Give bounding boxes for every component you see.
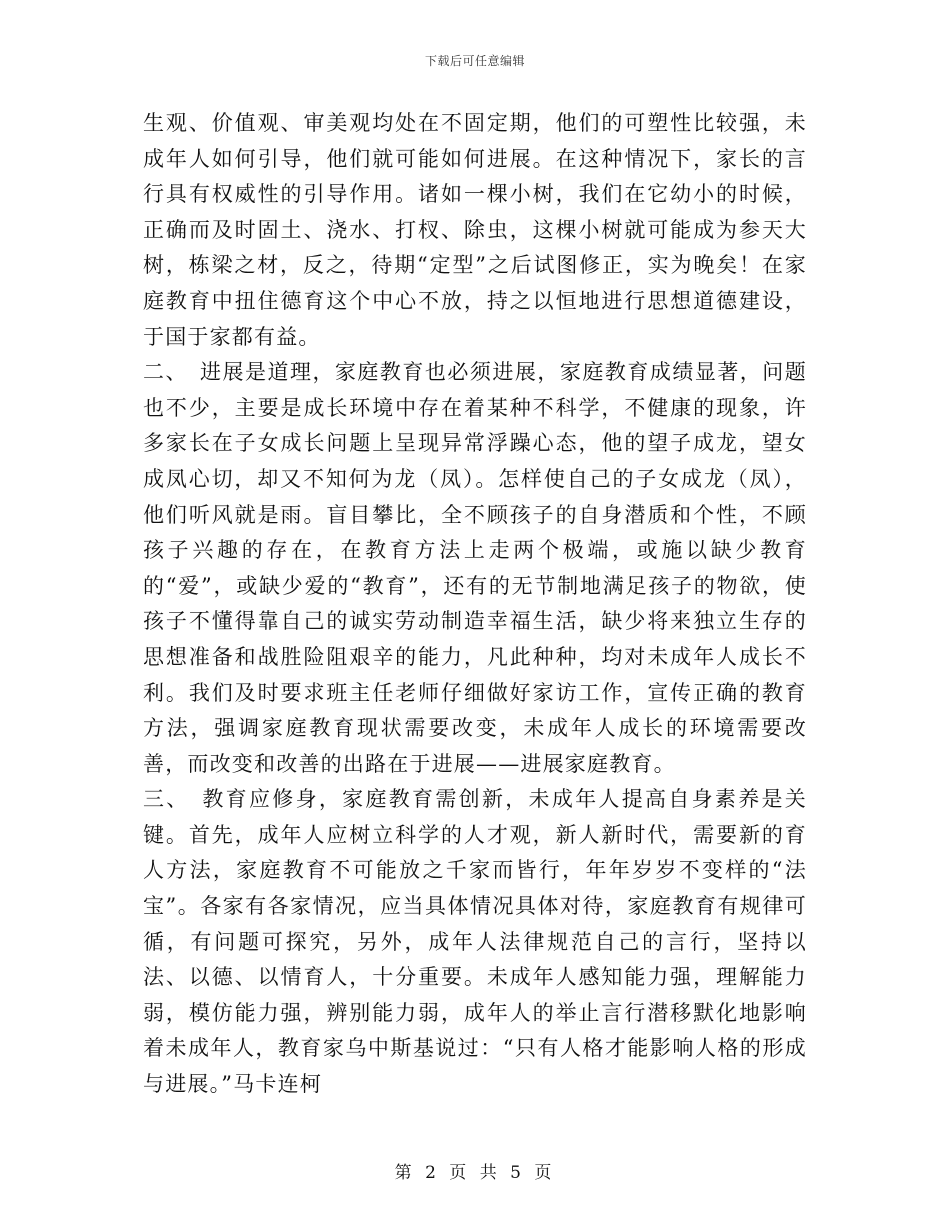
page-header: 下载后可任意编辑 xyxy=(424,54,525,68)
document-body xyxy=(143,106,807,1103)
paragraph-3: 三、 教育应修身，家庭教育需创新，未成年人提高自身素养是关键。首先，成年人应树立科学的人才观，新人新时代，需要新的育人方法，家庭教育不可能放之千家而皆行，年年岁岁不变样的“法宝”。各家有各家情况，应当具体情况具体对待，家庭教育有规律可循，有问题可探究，另外，成年人法律规范自己的言行，坚持以法、以德、以情育人，十分重要。未成年人感知能力强，理解能力弱，模仿能力强，辨别能力弱，成年人的举止言行潜移默化地影响着未成年人，教育家乌中斯基说过：“只有人格才能影响人格的形成与进展。”马卡连柯 xyxy=(143,787,807,1097)
page-footer: 第 2 页 共 5 页 xyxy=(394,1163,556,1183)
paragraph-1: 生观、价值观、审美观均处在不固定期，他们的可塑性比较强，未成年人如何引导，他们就可能如何进展。在这种情况下，家长的言行具有权威性的引导作用。诸如一棵小树，我们在它幼小的时候，正确而及时固土、浇水、打杈、除虫，这棵小树就可能成为参天大树，栋梁之材，反之，待期“定型”之后试图修正，实为晚矣！在家庭教育中扭住德育这个中心不放，持之以恒地进行思想道德建设，于国于家都有益。 xyxy=(143,111,807,349)
paragraph-2: 二、 进展是道理，家庭教育也必须进展，家庭教育成绩显著，问题也不少，主要是成长环境中存在着某种不科学，不健康的现象，许多家长在子女成长问题上呈现异常浮躁心态，他的望子成龙，望女成凤心切，却又不知何为龙（凤）。怎样使自己的子女成龙（凤），他们听风就是雨。盲目攀比，全不顾孩子的自身潜质和个性，不顾孩子兴趣的存在，在教育方法上走两个极端，或施以缺少教育的“爱”，或缺少爱的“教育”，还有的无节制地满足孩子的物欲，使孩子不懂得靠自己的诚实劳动制造幸福生活，缺少将来独立生存的思想准备和战胜险阻艰辛的能力，凡此种种，均对未成年人成长不利。我们及时要求班主任老师仔细做好家访工作，宣传正确的教育方法，强调家庭教育现状需要改变，未成年人成长的环境需要改善，而改变和改善的出路在于进展——进展家庭教育。 xyxy=(143,360,807,776)
